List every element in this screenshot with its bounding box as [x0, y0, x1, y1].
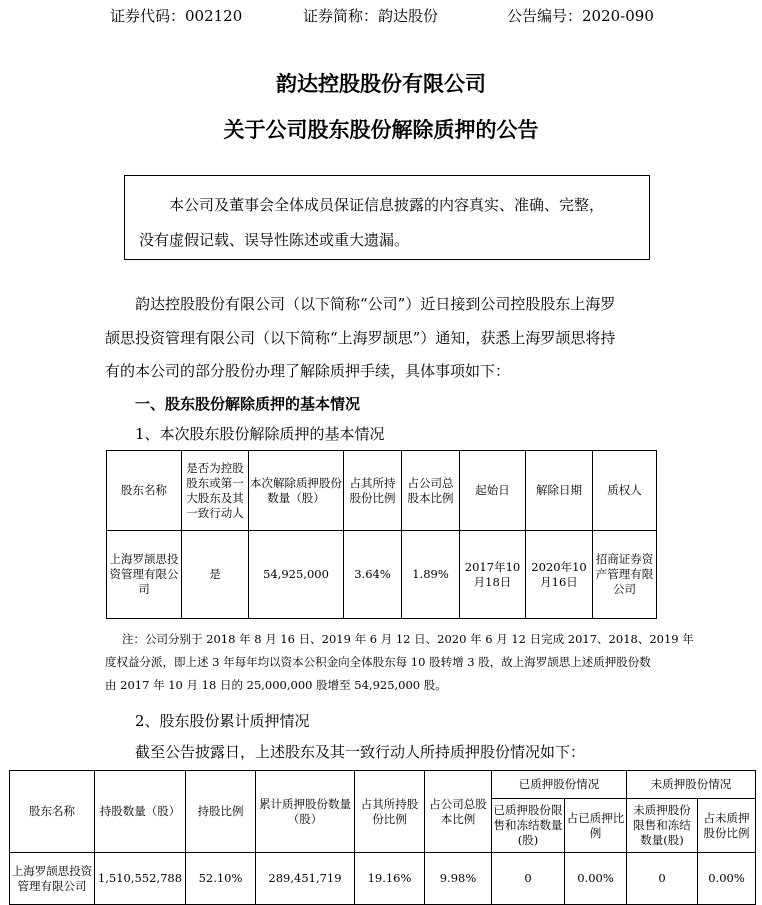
table-cell: 1,510,552,788 [95, 853, 186, 905]
table-cell: 2020年10月16日 [526, 531, 593, 619]
table-cell: 上海罗颉思投资管理有限公司 [10, 853, 95, 905]
header-cell: 占已质押比例 [565, 799, 627, 853]
note-line-1: 注：公司分别于 2018 年 8 月 16 日、2019 年 6 月 12 日、2020 年 6 月 12 日完成 2017、2018、2019 年 [122, 632, 694, 646]
header-cell: 占未质押股份比例 [698, 799, 756, 853]
header-cell: 持股比例 [186, 771, 256, 853]
cumulative-pledge-table [9, 770, 756, 905]
declaration-line-1: 本公司及董事会全体成员保证信息披露的内容真实、准确、完整， [169, 196, 605, 214]
table-row [10, 853, 756, 905]
table-cell: 9.98% [425, 853, 492, 905]
table-cell: 上海罗颉思投资管理有限公司 [107, 531, 182, 619]
release-pledge-table [106, 450, 657, 619]
table-cell: 289,451,719 [256, 853, 355, 905]
table-row [107, 531, 657, 619]
security-short-name: 证券简称：韵达股份 [303, 7, 439, 25]
intro-line-1: 韵达控股股份有限公司（以下简称“公司”）近日接到公司控股股东上海罗 [135, 295, 616, 313]
table-cell: 是 [182, 531, 249, 619]
subsection-heading-1: 1、本次股东股份解除质押的基本情况 [135, 425, 385, 443]
table-cell: 0.00% [565, 853, 627, 905]
table-cell: 52.10% [186, 853, 256, 905]
header-cell: 持股数量（股） [95, 771, 186, 853]
announcement-number: 公告编号：2020-090 [507, 7, 654, 25]
table-cell: 招商证券资产管理有限公司 [593, 531, 657, 619]
header-cell: 本次解除质押股份数量（股） [249, 451, 344, 531]
declaration-line-2: 没有虚假记载、误导性陈述或重大遗漏。 [139, 231, 410, 249]
header-cell: 股东名称 [10, 771, 95, 853]
group-header-pledged: 已质押股份情况 [492, 771, 627, 799]
table-cell: 1.89% [402, 531, 460, 619]
header-cell: 是否为控股股东或第一大股东及其一致行动人 [182, 451, 249, 531]
table-cell: 3.64% [344, 531, 402, 619]
header-cell: 解除日期 [526, 451, 593, 531]
note-line-3: 由 2017 年 10 月 18 日的 25,000,000 股增至 54,925,000 股。 [105, 678, 447, 692]
note-line-2: 度权益分派，即上述 3 年每年均以资本公积金向全体股东每 10 股转增 3 股，故上海罗颉思上述质押股份数 [105, 655, 651, 669]
header-cell: 已质押股份限售和冻结数量(股) [492, 799, 565, 853]
table-header-row [10, 771, 756, 799]
table-cell: 19.16% [355, 853, 425, 905]
header-cell: 累计质押股份数量（股） [256, 771, 355, 853]
table-cell: 0 [492, 853, 565, 905]
section-heading-1: 一、股东股份解除质押的基本情况 [135, 395, 361, 413]
header-cell: 占其所持股份比例 [355, 771, 425, 853]
header-cell: 起始日 [460, 451, 526, 531]
announcement-title: 关于公司股东股份解除质押的公告 [223, 118, 539, 142]
intro-line-2: 颉思投资管理有限公司（以下简称“上海罗颉思”）通知，获悉上海罗颉思将持 [105, 329, 616, 347]
security-code: 证券代码：002120 [110, 7, 243, 25]
header-cell: 未质押股份限售和冻结数量(股) [627, 799, 698, 853]
table-header-row [107, 451, 657, 531]
table-cell: 0 [627, 853, 698, 905]
table-cell: 2017年10月18日 [460, 531, 526, 619]
table-cell: 54,925,000 [249, 531, 344, 619]
header-cell: 质权人 [593, 451, 657, 531]
table-cell: 0.00% [698, 853, 756, 905]
header-cell: 股东名称 [107, 451, 182, 531]
subsection-heading-2: 2、股东股份累计质押情况 [135, 712, 310, 730]
header-cell: 占公司总股本比例 [402, 451, 460, 531]
declaration-box [124, 175, 650, 260]
company-title: 韵达控股股份有限公司 [276, 72, 486, 96]
header-cell: 占其所持股份比例 [344, 451, 402, 531]
cumulative-intro: 截至公告披露日，上述股东及其一致行动人所持质押股份情况如下： [135, 743, 586, 761]
header-cell: 占公司总股本比例 [425, 771, 492, 853]
intro-line-3: 有的本公司的部分股份办理了解除质押手续，具体事项如下： [105, 362, 511, 380]
group-header-unpledged: 未质押股份情况 [627, 771, 756, 799]
